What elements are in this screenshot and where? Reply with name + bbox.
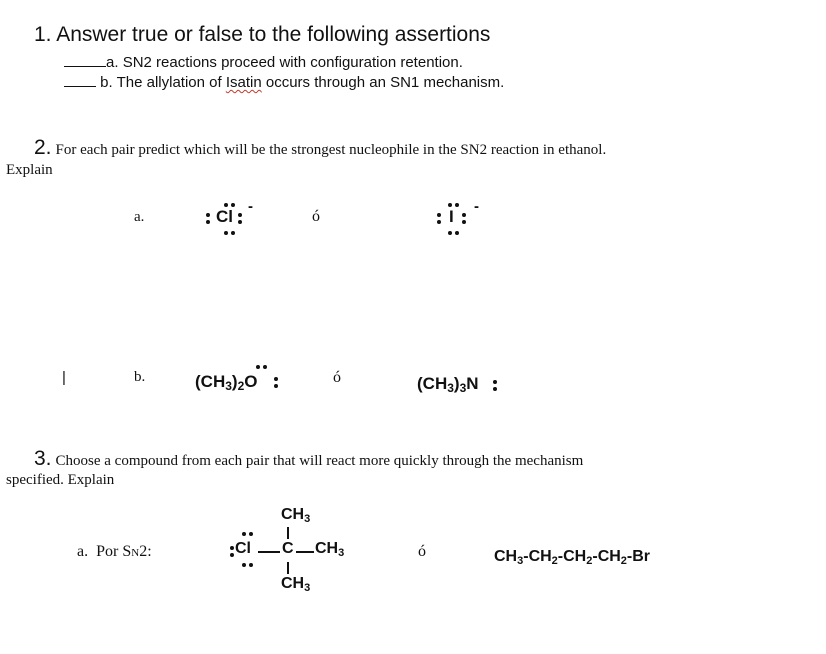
q2-title: For each pair predict which will be the strongest nucleophile in the SN2 reaction in ethanol. (55, 142, 607, 158)
methyl-top: CH3 (281, 506, 311, 525)
q3-heading (34, 447, 583, 471)
q1-item-b-label: b. (100, 74, 113, 91)
lone-pair-dot (263, 365, 267, 369)
q2-pair-b-or: ó (333, 369, 341, 386)
q2-number: 2. (34, 136, 52, 159)
answer-blank-a[interactable] (64, 52, 106, 67)
dimethyl-ether-structure (195, 362, 295, 394)
lone-pair-dot (256, 365, 260, 369)
dimethyl-ether-formula: (CH3)2O (195, 372, 258, 393)
answer-blank-b[interactable] (64, 72, 96, 87)
lone-pair-dot (238, 213, 242, 217)
lone-pair-dot (437, 213, 441, 217)
q1-item-b-text-after: occurs through an SN1 mechanism. (261, 74, 505, 91)
q1-item-b-text-before: The allylation of (116, 74, 226, 91)
chlorine-atom: Cl (216, 207, 233, 226)
iodide-ion-structure (434, 200, 494, 244)
q3-title-continued: specified. Explain (6, 472, 115, 488)
lone-pair-dot (437, 220, 441, 224)
chlorine-atom: Cl (235, 540, 251, 557)
lone-pair-dot (274, 377, 278, 381)
butyl-bromide-formula: CH3-CH2-CH2-CH2-Br (494, 548, 651, 567)
text-cursor: | (62, 369, 66, 386)
lone-pair-dot (242, 532, 246, 536)
bond-line (296, 551, 314, 553)
lone-pair-dot (462, 220, 466, 224)
q3-pair-a-label: a. Por SN2: (77, 543, 152, 560)
q1-number: 1. (34, 23, 52, 46)
q2-pair-a-label: a. (134, 209, 145, 225)
iodine-atom: I (449, 207, 454, 226)
nitrogen-atom: N (466, 374, 479, 393)
lone-pair-dot (493, 387, 497, 391)
q2-pair-a-or: ó (312, 208, 320, 225)
lone-pair-dot (238, 220, 242, 224)
q2-heading (34, 136, 606, 160)
oxygen-atom: O (244, 372, 258, 391)
q2-explain: Explain (6, 162, 53, 178)
lone-pair-dot (249, 563, 253, 567)
lone-pair-dot (231, 231, 235, 235)
lone-pair-dot (206, 213, 210, 217)
trimethylamine-structure (417, 372, 517, 398)
bond-line (258, 551, 280, 553)
q1-title: Answer true or false to the following assertions (56, 23, 491, 46)
lone-pair-dot (274, 384, 278, 388)
q1-item-a-text: SN2 reactions proceed with configuration retention. (122, 54, 463, 71)
misspelled-word: Isatin (225, 74, 262, 91)
lone-pair-dot (206, 220, 210, 224)
q1-item-a-label: a. (106, 54, 119, 71)
central-carbon: C (282, 540, 294, 557)
trimethylamine-formula: (CH3)3N (417, 374, 479, 395)
lone-pair-dot (462, 213, 466, 217)
bond-line (287, 527, 289, 539)
q3-title: Choose a compound from each pair that will react more quickly through the mechanism (55, 453, 584, 469)
lone-pair-dot (448, 231, 452, 235)
q3-number: 3. (34, 447, 52, 470)
mechanism-label: Por SN2: (96, 543, 152, 560)
q3-pair-a-or: ó (418, 543, 426, 560)
lone-pair-dot (224, 231, 228, 235)
methyl-bottom: CH3 (281, 575, 311, 594)
methyl-right: CH3 (315, 540, 345, 559)
lone-pair-dot (455, 231, 459, 235)
chloride-ion-structure (200, 200, 270, 244)
lone-pair-dot (230, 553, 234, 557)
bond-line (287, 562, 289, 574)
q1-item-a (64, 52, 463, 71)
tert-butyl-chloride-structure (226, 506, 366, 598)
lone-pair-dot (493, 380, 497, 384)
lone-pair-dot (242, 563, 246, 567)
lone-pair-dot (455, 203, 459, 207)
q1-item-b (64, 72, 504, 91)
negative-charge: - (248, 198, 253, 215)
lone-pair-dot (249, 532, 253, 536)
lone-pair-dot (230, 546, 234, 550)
q2-pair-b-label: b. (134, 369, 146, 385)
negative-charge: - (474, 198, 479, 215)
q1-heading (34, 23, 490, 47)
